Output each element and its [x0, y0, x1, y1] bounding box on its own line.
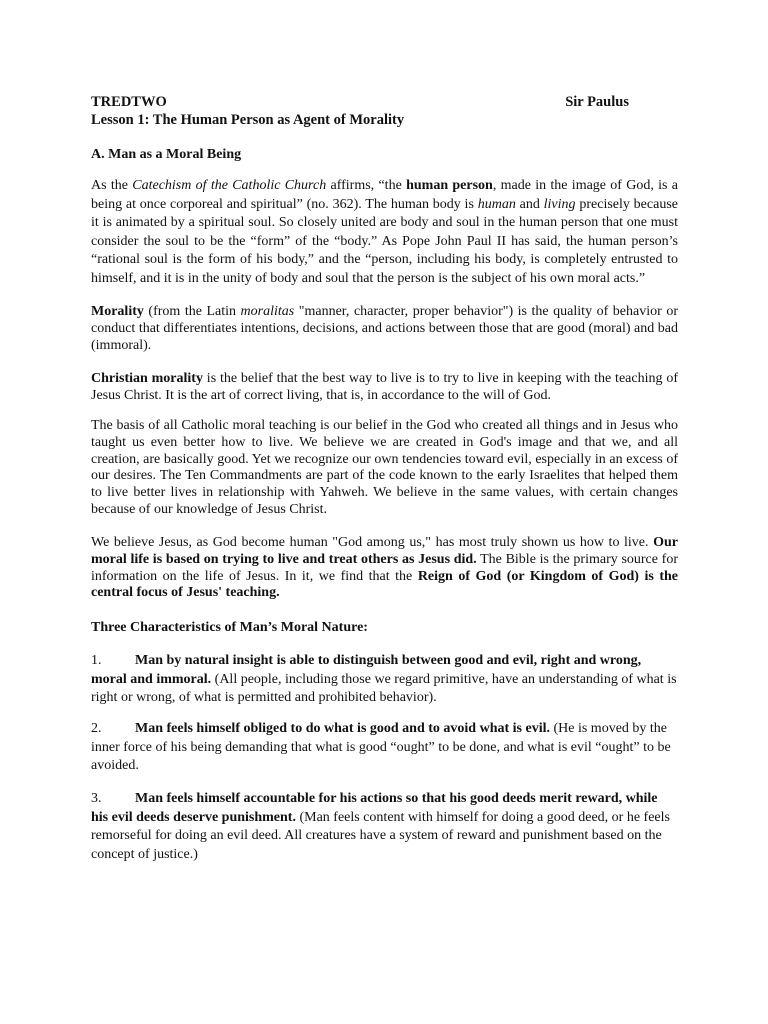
characteristics-heading: Three Characteristics of Man’s Moral Nature:: [91, 620, 368, 635]
list-item: 3. Man feels himself accountable for his actions so that his good deeds merit reward, while his evil deeds deserve punishment. (Man feels content with himself for doing a good deed, or he feels remorseful for doing an evil deed. All creatures have a system of reward and punishment based on the concept of justice.): [91, 791, 670, 862]
paragraph-christian-morality: Christian morality is the belief that the best way to live is to try to live in keeping with the teaching of Jesus Christ. It is the art of correct living, that is, in accordance to the will of God.: [91, 371, 678, 403]
teacher-name: Sir Paulus: [565, 94, 629, 110]
list-item: 1. Man by natural insight is able to distinguish between good and evil, right and wrong, moral and immoral. (All people, including those we regard primitive, have an understanding of what is right or wrong, of what is permitted and prohibited behavior).: [91, 653, 677, 706]
page-header: [91, 94, 629, 111]
paragraph-morality: Morality (from the Latin moralitas "manner, character, proper behavior") is the quality of behavior or conduct that differentiates intentions, decisions, and actions between those that are good (moral) and bad (immoral).: [91, 304, 678, 353]
paragraph-jesus: We believe Jesus, as God become human "God among us," has most truly shown us how to live. Our moral life is based on trying to live and treat others as Jesus did. The Bible is the primary source for information on the life of Jesus. In it, we find that the Reign of God (or Kingdom of God) is the central focus of Jesus' teaching.: [91, 535, 678, 601]
lesson-title: Lesson 1: The Human Person as Agent of Morality: [91, 112, 405, 128]
course-code: TREDTWO: [91, 94, 167, 110]
section-heading: A. Man as a Moral Being: [91, 147, 242, 162]
paragraph-catholic-teaching: The basis of all Catholic moral teaching is our belief in the God who created all things and in Jesus who taught us even better how to live. We believe we are created in God's image and that we, and all creation, are basically good. Yet we recognize our own tendencies toward evil, especially in an excess of our desires. The Ten Commandments are part of the code known to the early Israelites that helped them to live better lives in relationship with Yahweh. We believe in the same values, with certain changes because of our knowledge of Jesus Christ.: [91, 418, 678, 517]
paragraph-human-person: As the Catechism of the Catholic Church affirms, “the human person, made in the image of God, is a being at once corporeal and spiritual” (no. 362). The human body is human and living precisely because it is animated by a spiritual soul. So closely united are body and soul in the human person that one must consider the soul to be the “form” of the “body.” As Pope John Paul II has said, the human person’s “rational soul is the form of his body,” and the “person, including his body, is completely entrusted to himself, and it is in the unity of body and soul that the person is the subject of his own moral acts.”: [91, 178, 678, 286]
list-item: 2. Man feels himself obliged to do what is good and to avoid what is evil. (He is moved by the inner force of his being demanding that what is good “ought” to be done, and what is evil “ought” to be avoided.: [91, 721, 671, 774]
